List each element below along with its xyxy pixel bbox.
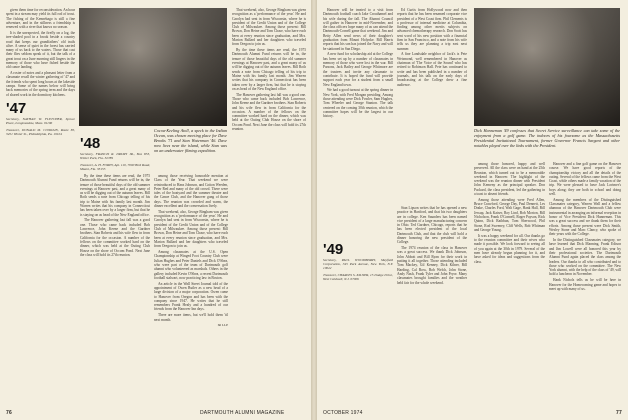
photo-caption: Dick Hanneman '49 confesses that Secret Service surveillance can take some of the enjoyment from a golf game. The indoors of his foursome as the Massachusetts Presidential Invitational Tournament, former Governor Francis Sargent and other notables played over the links with the President. [474,128,620,148]
paragraph: An article in the Wall Street Journal told of the appointment of Owen Butler as a new head of a large division of a major corporation. Owen came to Hanover from Oregon and has been with the company since 1947. He writes that he still remembers Frank Healy and a hundred of our friends from the Hanover Inn days. [154,281,228,312]
left-column-1 [6,8,75,139]
paragraph: Hanover will be treated to a visit from Dartmouth football coach Jake Crouthamel and his wife during the fall. The Alumni Council will gather in Hanover in mid-November, and the class officers hope many of us can attend the Dartmouth-Cornell game that weekend. Jim and Betty Allen send news of their daughter's graduation from Mount Holyoke. Bill Harris reports that his son has joined the Navy and will be stationed in San Diego. [323,8,393,51]
class-year-49: '49 [323,241,344,258]
page-number: 77 [616,410,622,416]
secretary-line: Secretary, PAUL WOODBERRY, Mayfield Corporation, 345 Park Avenue, New York, N.Y. 10022 [323,258,393,270]
paragraph: Among those attending were Fred Allen, Bruce Crawford, George Day, Paul Dennett, Les Drake, Charles Ford, Walt Gage, Hank Hall, Bill Jessup, Jack Kaiser, Roy Lind, Bob Morton, Bill Nicholson, Frank O'Connell, Roger Payson, Rick Quinn, Dick Rathbun, Tom Sherwood, Phil Stone, Rod Sweeney, Cliff Wells, Bob Whitman and George Young. [474,197,545,232]
right-page [317,0,628,420]
underwater-photo [79,8,227,126]
paragraph: There are more items, but we'll hold them 'til next month. [154,313,228,322]
golf-photo [474,8,620,126]
photo-caption: Cocoa-Keeling Atoll, a speck in the Indian Ocean, was chosen meeting place for Dave Brooks '71 and Stan Waterman '46. Dave now lives near the island, while Stan was on an underwater filming expedition. [154,128,227,153]
right-column-1 [323,8,393,120]
paragraph: The Hanover gathering last fall was a good one. Those who came back included Bob Lawrence, John Keene and the Gardner brothers. Stan Roberts and his wife flew in from California for the occasion. A number of the fellows on the committee worked hard on the dinner, which was held at the Outing Club House on the shore of Occom Pond. Next June the class will hold its 27th reunion. [232,92,306,132]
right-column-2 [397,8,467,88]
left-page [0,0,311,420]
paragraph: We had a good turnout at the spring dinner in New York, with Fred Morgan presiding. Among those attending were Dick Fowler, Sam Hughes, Tom Wheeler and George Stanton. The talk centered on the coming 30th reunion, which the committee hopes will be the largest in our history. [323,88,393,119]
class-year-48: '48 [80,135,101,152]
paragraph: That weekend, also, George Bingham was given recognition as a 'performance of the year.' He and Carolyn had sent in from Wisconsin, where he is president of the Credit Union and of the College Club of Milwaukee. Among those present: Bill Brown, Don Heine and Tom Chase, who have each been at every reunion since graduation, and Mrs. Marion Ballard and her daughters who traveled from Oregon to join us. [232,8,306,47]
secretary-line: Secretary, NATHAN W. FLETCHER, Spruce Place, Longmeadow, Mass. 01106 [6,116,75,125]
right-column-2b [397,206,467,286]
paragraph: The Hanover gathering last fall was a good one. Those who came back included Bob Lawrence, John Keene and the Gardner brothers. Stan Roberts and his wife flew in from California for the occasion. A number of the fellows on the committee worked hard on the dinner, which was held at the Outing Club House on the shore of Occom Pond. Next June the class will hold its 27th reunion. [80,218,150,257]
paragraph: among those receiving honorable mention at Class of the Year. That weekend we were reintroduced to Hans Johnson, and Cotton Weeden, Peter Red and many of the old crowd. There were tales of the boatyard and the summer theatre and the Canoe Club, and the Hanover gang of those days. The reunion was crowded and warm, the dinner excellent and the conversation lively. [154,174,228,209]
paragraph: It was a happy weekend for all. Our thanks go to the reunion committee and their wives who made it possible. We look forward to seeing all of you again at the 30th in 1979. Several of the men have already begun planning for it, and have asked for ideas and suggestions from the class. [474,233,545,264]
paragraph: given them time for reconsideration. An hour spent in a stream may yield its full rod of trout. The fishing of the Kennebago is still a fine adventure, and in the stillness a friendship is renewed with a river that knows no season. [6,8,75,30]
footer-date: OCTOBER 1974 [323,410,363,416]
right-column-3 [474,162,545,265]
class-year-47: '47 [6,99,27,117]
right-column-1b [323,238,393,284]
paragraph: Ed Curtis from Hollywood now and then reports that he has been renamed corporate vice president of a West Coast firm. Phil Clements is a professor of internal medicine at Columbia, finding among other merits subjects on advanced chemotherapy research. Don Scott has sent word of his new position with a financial firm in San Francisco, and a note from his wife tells us they are planning a trip east next summer. [397,8,467,51]
left-column-3 [154,174,228,330]
paragraph: A fine Landsdale neighbor of Jack's is Pete Weismond, well remembered in Hanover as chairman of 'The Voice of the Sound' who has retired to Robinson Hall. Pete has continued to write and has been published in a number of journals, and his talk on the early days of broadcasting at the College drew a fine audience. [397,52,467,87]
treasurer-line: Treasurer, A. H. FOREY, Apt. 110, 7000 Bird Road, Miami, Fla. 33155 [80,163,150,171]
page-number: 76 [6,410,12,416]
signoff: 66 LLP [217,323,228,328]
paragraph: By the time these items are read, the 1975 Dartmouth Alumni Fund returns will be in, the tenure of those beautiful days of the old summer evenings at Hanover past, and a great many of us will be digging out of the autumn leaves. Bill Roth sends a note from Chicago telling of his trip to Maine with his family last month. Jim Warren writes that his company in Connecticut has been taken over by a larger firm, but that he is staying on as head of the New England office. [80,174,150,217]
paragraph: It is the unexpected, the firefly on a log, the tree-shaded pool in a brook beside a country road that keeps our grandfathers' old trails alive. A sense of quiet in the forest has carried many of us back to the waters. Those that cast their flies seldom speak of it, but the talk of a great trout on a June morning still lingers in the memory of those who have fished beside the old canoe landing. [6,30,75,70]
paragraph: A new fund for scholarship aid at the College has been set up by a number of classmates in memory of those who were lost in the war. Bill Parsons, Jack Bailey and George Whitmore are the trustees and invite any classmate to contribute. It is hoped the fund will provide support each year for a student from a small New England town. [323,52,393,87]
footer-magazine-title: DARTMOUTH ALUMNI MAGAZINE [200,410,285,416]
paragraph: among those honored, happy and well preserved. All the class were on hand at the 25th Reunion, which turned out to be a memorable weekend in Hanover. The highlight of the weekend was the reunion dinner with President John Kemeny as the principal speaker. Don Packard, the class president, led the gathering in a toast to absent friends. [474,162,545,197]
paragraph: That weekend, also, George Bingham was given recognition as a 'performance of the year.' He and Carolyn had sent in from Wisconsin, where he is president of the Credit Union and of the College Club of Milwaukee. Among those present: Bill Brown, Don Heine and Tom Chase, who have each been at every reunion since graduation, and Mrs. Marion Ballard and her daughters who traveled from Oregon to join us. [154,209,228,249]
paragraph: In the Distinguished Classmates category, we have learned that Dick Manning, Frank Edison and Jim Lowell were all honored this year by their professional societies. The Dartmouth Alumni Fund again placed the class among the leaders. Our thanks to all who contributed and to those who worked on the committee. The New York alumni, with the help of the class of '49, will hold a luncheon in November. [549,238,621,277]
paragraph: A roster of notes and a pleasant letter from a classmate recall the winter gathering of '47 and the friends who spent long hours at the lakeside camps. Some of the names below will bring back memories of the spring term and the days of shared work in the dormitory kitchens. [6,71,75,97]
paragraph: Hank Nichols tells us he will be here in Hanover for the Homecoming game and hopes to meet up with many of us. [549,278,621,291]
paragraph: The 1974 reunion of the class in Hanover was a great success. We thank Dick Johnson, John Abbott and Bill Ryan for their work in putting it all together. Those attending included Tom Mackey, Gil Kenney, Dick Kilner, Bill Harding, Cal Ross, Bob Welch, John Stone, Andy Nash, Frank Tyler and John Pryor. Many classmates brought families and the weather held fair for the whole weekend. [397,246,467,285]
paragraph: Among the members of the Distinguished Classmates category, Warren Wall and a fellow alumnus of the Hanover Dartmouth Club were instrumental in arranging an informal reception in honor of Vice President Dick Hanneman. This was a great success and we thank them for their efforts. Among those present were Dick Smith, Wesley Stone and Marc Clancy, who spoke of their years with the College. [549,197,621,237]
paragraph: Stan Lipson writes that he has opened a new practice in Hartford, and that his two daughters are in college. Ken Saunders has been named vice president of a large manufacturing concern in Ohio. Ted Gardner, Chicago, reports that he has been elected president of the local Dartmouth Club, and that the club will hold a dinner honoring the new president of the College. [397,206,467,245]
treasurer-line: Treasurer, CHARLES S. KILNER, 15 Dodge Drive, West Caldwell, N.J. 07006 [323,273,393,281]
right-column-4 [549,162,621,293]
secretary-line: Secretary, FRANCIS R. DRURY JR., Box 853, Winter Park, Fla. 32789 [80,152,150,160]
paragraph: Hanover and a fine golf game on the Hanover course. We have good reports of the championship victory and all the details of the outing. Several of the fellows came from the West Coast, while others made a family vacation of the trip. We were pleased to have Jack Lorimer's boys along; they are both in school and doing well. [549,162,621,197]
footer-left [6,410,12,416]
footer-right [616,410,622,416]
left-column-4 [232,8,306,133]
paragraph: By the time these items are read, the 1975 Dartmouth Alumni Fund returns will be in, the tenure of those beautiful days of the old summer evenings at Hanover past, and a great many of us will be digging out of the autumn leaves. Bill Roth sends a note from Chicago telling of his trip to Maine with his family last month. Jim Warren writes that his company in Connecticut has been taken over by a larger firm, but that he is staying on as head of the New England office. [232,48,306,91]
left-column-2b [80,132,150,259]
treasurer-line: Treasurer, DONALD M. CONKLIN, Route 85, 3451 Winter St., Philadelphia, Pa. 19104 [6,127,75,136]
paragraph: Among classmates at the U.S. Open Championship at Winged Foot Country Club were Julian Hughes and Peter Daniels and Dick O'Shea, who were part of the team of Dartmouth golf alumni who volunteered as marshals. Others in the gallery included Kevin O'Shea, a recent Dartmouth football stalwart, now practicing law in Boston. [154,250,228,280]
